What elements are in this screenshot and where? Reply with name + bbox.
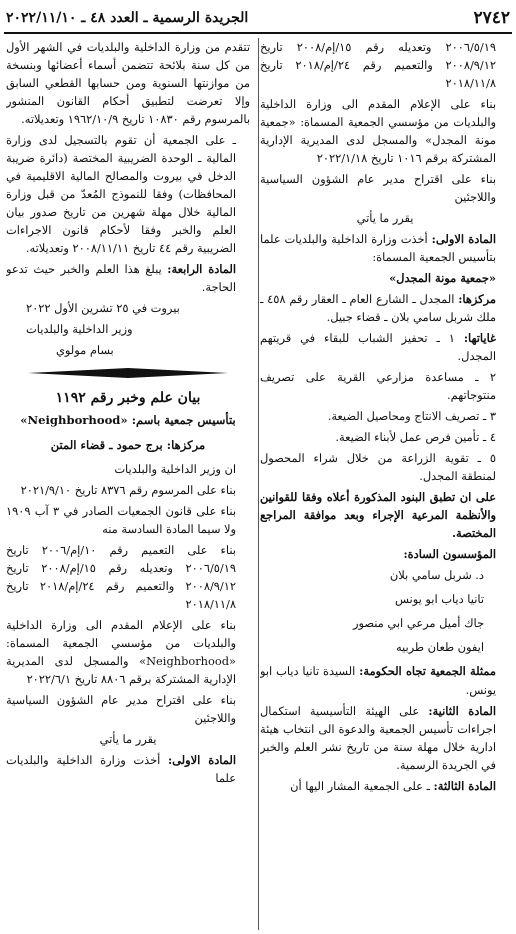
decides-line: يقرر ما يأتي [356, 211, 414, 226]
goals-label: غاياتها: [463, 331, 496, 346]
goal-item [260, 329, 510, 365]
divider-ornament-icon [28, 367, 228, 379]
page-number: ٢٧٤٢ [473, 8, 510, 28]
goal-item: ٤ ـ تأمين فرص عمل لأبناء الضيعة. [335, 430, 496, 445]
goal-text: ١ ـ تحفيز الشباب للبقاء في قريتهم المجدل. [260, 331, 496, 364]
goal-item: ٢ ـ مساعدة مزارعي القرية على تصريف منتوجاتهم. [260, 370, 496, 403]
paragraph: بناء على الإعلام المقدم الى وزارة الداخلية والبلديات من مؤسسي الجمعية المسماة: «جمعية مونة المجدل» والمسجل لدى المديرية الإدارية المشتركة برقم ١٠١٦ تاريخ ٢٠٢٢/١/١٨ [260, 97, 496, 166]
article-3 [260, 777, 510, 795]
paragraph: ٢٠٠٦/٥/١٩ وتعديله رقم ١٥/إم/٢٠٠٨ تاريخ ٢٠٠٨/٩/١٢ والتعميم رقم ٢٤/إم/٢٠١٨ تاريخ ٢٠١٨/١١/٨ [260, 40, 497, 91]
goal-item: ٣ ـ تصريف الانتاج ومحاصيل الضيعة. [327, 409, 496, 424]
paragraph: بناء على قانون الجمعيات الصادر في ٣ آب ١٩٠٩ ولا سيما المادة السادسة منه [6, 504, 236, 537]
minister-name: بسام مولوي [56, 343, 114, 358]
association-name: «جمعية مونة المجدل» [389, 271, 496, 286]
paragraph: بناء على المرسوم رقم ٨٣٧٦ تاريخ ٢٠٢١/٩/١٠ [20, 483, 236, 498]
gazette-title: الجريدة الرسمية ـ العدد ٤٨ ـ ٢٠٢٢/١١/١٠ [6, 10, 249, 26]
article-text: على الهيئة التأسيسية استكمال اجراءات تأسيس الجمعية والدعوة الى انتخاب هيئة ادارية خلال مهلة سنة من تاريخ نشر العلم والخبر في الجريدة الرسمية. [260, 703, 496, 772]
article-label: المادة الرابعة: [167, 262, 236, 277]
section-divider-ornament [6, 367, 250, 379]
article-text: ـ على الجمعية المشار اليها أن [290, 778, 430, 793]
hq-label: مركزها: [458, 292, 496, 307]
founder-name: تانيا دياب ابو يونس [395, 592, 484, 607]
article-label: المادة الثانية: [428, 703, 496, 718]
article-1 [6, 751, 250, 787]
paragraph: بناء على اقتراح مدير عام الشؤون السياسية واللاجئين [6, 693, 236, 726]
paragraph: تتقدم من وزارة الداخلية والبلديات في الشهر الأول من كل سنة بلائحة تتضمن أسماء أعضائها وبنسخة من موازنتها السنوية ومن حسابها القطعي السابق وإلا تعرضت لتطبيق أحكام القانون المنشور بالمرسوم رقم ١٠٨٣٠ تاريخ ١٩٦٢/١٠/٩ وتعديلاته. [6, 40, 250, 127]
place-date: بيروت في ٢٥ تشرين الأول ٢٠٢٢ [26, 301, 180, 316]
article-label: المادة الاولى: [167, 753, 237, 768]
paragraph: ان وزير الداخلية والبلديات [114, 462, 236, 476]
founder-name: جاك أميل مرعي ابي منصور [352, 616, 484, 631]
notice-headquarters: مركزها: برج حمود ـ قضاء المتن [50, 437, 206, 452]
founder-name: د. شربل سامي بلان [389, 568, 484, 583]
left-column [6, 38, 250, 930]
paragraph: بناء على الإعلام المقدم الى وزارة الداخلية والبلديات من مؤسسي الجمعية المسماة: «Neighborhood» والمسجل لدى المديرية الإدارية المشتركة برقم ٨٨٠٦ تاريخ ٢٠٢٢/٦/١ [6, 618, 236, 687]
article-text: أخذت وزارة الداخلية والبلديات علما [6, 753, 236, 786]
goal-item: ٥ ـ تقوية الزراعة من خلال شراء المحصول لمنطقة المجدل. [260, 451, 496, 484]
paragraph: ـ على الجمعية أن تقوم بالتسجيل لدى وزارة المالية ـ الوحدة الضريبية المختصة (دائرة ضريبة الدخل في بيروت والمصالح المالية الاقليمية في المحافظات) وفقا للنموذج المُعدّ من قبل وزارة المالية خلال مهلة شهرين من تاريخ صدور بيان العلم والخبر وفقا لأحكام قانون الاجراءات الضريبية رقم ٤٤ تاريخ ٢٠٠٨/١١/١١ وتعديلاته. [6, 133, 236, 256]
minister-title: وزير الداخلية والبلديات [26, 322, 133, 337]
condition-clause: على ان تطبق البنود المذكورة أعلاه وفقا للقوانين والأنظمة المرعية الإجراء وبعد موافقة المراجع المختصة. [260, 490, 496, 541]
paragraph: بناء على التعميم رقم ١٠/إم/٢٠٠٦ تاريخ ٢٠٠٦/٥/١٩ وتعديله رقم ١٥/إم/٢٠٠٨ تاريخ ٢٠٠٨/٩/١٢ والتعميم رقم ٢٤/إم/٢٠١٨ تاريخ ٢٠١٨/١١/٨ [6, 543, 237, 612]
gov-rep-label: ممثلة الجمعية تجاه الحكومة: [359, 664, 496, 679]
government-representative [260, 662, 510, 698]
founder-name: ايفون طعان طربيه [395, 640, 484, 655]
gov-rep-text: السيدة تانيا دياب ابو يونس. [260, 664, 496, 697]
article-2 [260, 702, 510, 774]
hq-text: المجدل ـ الشارع العام ـ العقار رقم ٤٥٨ ـ ملك شربل سامي بلان ـ قضاء جبيل. [260, 292, 496, 325]
right-column [260, 38, 510, 930]
founders-list [260, 566, 510, 656]
article-1 [260, 230, 510, 266]
page-header [4, 6, 512, 34]
article-label: المادة الثالثة: [433, 778, 496, 793]
column-divider [258, 38, 259, 930]
article-4 [6, 260, 250, 296]
paragraph: بناء على اقتراح مدير عام الشؤون السياسية واللاجئين [260, 172, 496, 205]
article-text: أخذت وزارة الداخلية والبلديات علما بتأسيس الجمعية المسماة: [260, 232, 496, 265]
notice-title: بيان علم وخبر رقم ١١٩٢ [55, 390, 201, 407]
article-text: يبلغ هذا العلم والخبر حيث تدعو الحاجة. [6, 262, 236, 295]
article-label: المادة الاولى: [431, 232, 496, 247]
notice-subtitle: بتأسيس جمعية باسم: «Neighborhood» [20, 413, 236, 428]
decides-line: يقرر ما يأتي [99, 732, 157, 747]
headquarters [260, 290, 510, 326]
founders-label: المؤسسون السادة: [403, 547, 496, 562]
